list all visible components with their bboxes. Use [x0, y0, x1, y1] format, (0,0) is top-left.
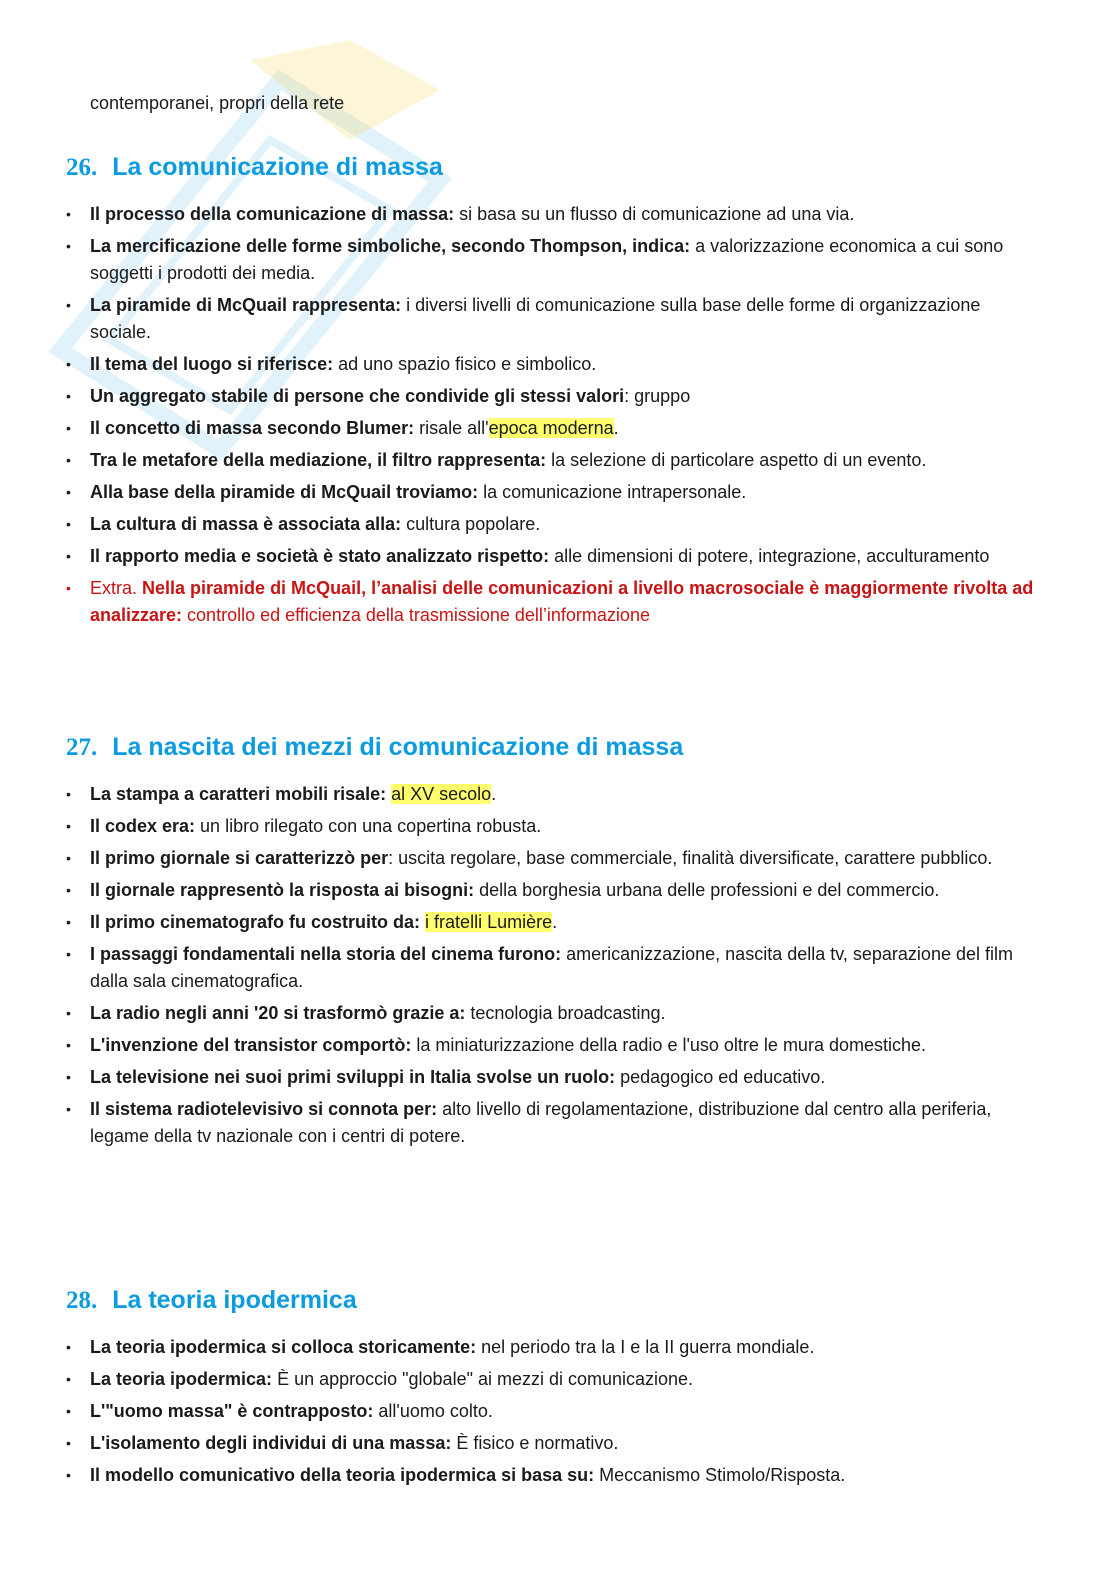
- item-answer: nel periodo tra la I e la II guerra mondiale.: [476, 1337, 815, 1357]
- list-item: [66, 1032, 1046, 1059]
- list-item: [66, 201, 1046, 228]
- item-answer: cultura popolare.: [401, 514, 541, 534]
- lead-paragraph: contemporanei, propri della rete: [90, 93, 345, 113]
- item-answer: la selezione di particolare aspetto di un evento.: [546, 450, 927, 470]
- item-answer: pedagogico ed educativo.: [615, 1067, 826, 1087]
- list-item: [66, 1430, 1046, 1457]
- item-question: Nella piramide di McQuail, l’analisi delle comunicazioni a livello macrosociale è maggiormente rivolta ad analizzare:: [90, 578, 1034, 625]
- section-26: [66, 150, 1046, 634]
- item-question: Il concetto di massa secondo Blumer:: [90, 418, 415, 438]
- item-question: La teoria ipodermica:: [90, 1369, 273, 1389]
- list-item: [66, 351, 1046, 378]
- section-title: La nascita dei mezzi di comunicazione di massa: [112, 733, 684, 761]
- section-title: La comunicazione di massa: [112, 153, 443, 181]
- list-item: [66, 543, 1046, 570]
- item-question: Il giornale rappresentò la risposta ai bisogni:: [90, 880, 475, 900]
- list-item: [66, 1096, 1046, 1150]
- list-item: [66, 383, 1046, 410]
- item-answer: : uscita regolare, base commerciale, finalità diversificate, carattere pubblico.: [388, 848, 993, 868]
- item-answer: si basa su un flusso di comunicazione ad una via.: [454, 204, 855, 224]
- item-question: Il primo giornale si caratterizzò per: [90, 848, 389, 868]
- item-question: Il sistema radiotelevisivo si connota per:: [90, 1099, 438, 1119]
- item-answer: della borghesia urbana delle professioni e del commercio.: [474, 880, 940, 900]
- list-item: [66, 909, 1046, 936]
- item-answer: alle dimensioni di potere, integrazione, acculturamento: [549, 546, 990, 566]
- section-heading: [66, 730, 1046, 765]
- list-item: [66, 1366, 1046, 1393]
- item-question: La teoria ipodermica si colloca storicamente:: [90, 1337, 477, 1357]
- item-question: Il codex era:: [90, 816, 196, 836]
- item-answer: la miniaturizzazione della radio e l'uso oltre le mura domestiche.: [411, 1035, 926, 1055]
- item-answer: È fisico e normativo.: [451, 1433, 619, 1453]
- section-27: [66, 730, 1046, 1155]
- list-item: [66, 511, 1046, 538]
- item-question: La radio negli anni '20 si trasformò grazie a:: [90, 1003, 466, 1023]
- item-answer: un libro rilegato con una copertina robusta.: [195, 816, 542, 836]
- item-answer: alto livello di regolamentazione, distribuzione dal centro alla periferia, legame della tv nazionale con i centri di potere.: [90, 1099, 992, 1146]
- section-heading: [66, 1283, 1046, 1318]
- list-item: [66, 479, 1046, 506]
- item-highlight: al XV secolo: [391, 784, 492, 804]
- item-question: L'"uomo massa" è contrapposto:: [90, 1401, 374, 1421]
- item-answer: : gruppo: [624, 386, 691, 406]
- item-question: Il modello comunicativo della teoria ipodermica si basa su:: [90, 1465, 595, 1485]
- item-question: La televisione nei suoi primi sviluppi in Italia svolse un ruolo:: [90, 1067, 616, 1087]
- list-item: [66, 781, 1046, 808]
- list-item: [66, 1398, 1046, 1425]
- item-question: Un aggregato stabile di persone che condivide gli stessi valori: [90, 386, 625, 406]
- item-question: La mercificazione delle forme simboliche, secondo Thompson, indica:: [90, 236, 691, 256]
- item-suffix: .: [491, 784, 497, 804]
- list-item: [66, 1064, 1046, 1091]
- item-highlight: epoca moderna: [488, 418, 614, 438]
- item-question: La piramide di McQuail rappresenta:: [90, 295, 402, 315]
- list-item: [66, 1000, 1046, 1027]
- bullet-list: [66, 1334, 1046, 1489]
- item-answer: americanizzazione, nascita della tv, separazione del film dalla sala cinematografica.: [90, 944, 1013, 991]
- item-answer: È un approccio "globale" ai mezzi di comunicazione.: [272, 1369, 694, 1389]
- section-heading: [66, 150, 1046, 185]
- list-item: [66, 877, 1046, 904]
- item-answer: Meccanismo Stimolo/Risposta.: [594, 1465, 846, 1485]
- item-answer: i diversi livelli di comunicazione sulla base delle forme di organizzazione sociale.: [90, 295, 981, 342]
- item-question: La cultura di massa è associata alla:: [90, 514, 402, 534]
- section-number: 27.: [66, 734, 98, 761]
- item-question: Alla base della piramide di McQuail troviamo:: [90, 482, 479, 502]
- bullet-list: [66, 201, 1046, 629]
- section-number: 28.: [66, 1287, 98, 1314]
- list-item: [66, 415, 1046, 442]
- list-item: [66, 1462, 1046, 1489]
- list-item: [66, 292, 1046, 346]
- list-item: [66, 1334, 1046, 1361]
- section-number: 26.: [66, 154, 98, 181]
- item-answer: all'uomo colto.: [373, 1401, 493, 1421]
- item-answer: risale all': [414, 418, 489, 438]
- item-suffix: .: [552, 912, 558, 932]
- item-question: L'isolamento degli individui di una massa:: [90, 1433, 452, 1453]
- item-answer: controllo ed efficienza della trasmissione dell’informazione: [182, 605, 650, 625]
- item-answer: ad uno spazio fisico e simbolico.: [333, 354, 597, 374]
- item-answer: a valorizzazione economica a cui sono soggetti i prodotti dei media.: [90, 236, 1004, 283]
- item-question: L'invenzione del transistor comportò:: [90, 1035, 412, 1055]
- list-item: [66, 233, 1046, 287]
- list-item: [66, 447, 1046, 474]
- list-item: [66, 941, 1046, 995]
- bullet-list: [66, 781, 1046, 1150]
- item-answer: la comunicazione intrapersonale.: [478, 482, 747, 502]
- list-item: [66, 575, 1046, 629]
- list-item: [66, 813, 1046, 840]
- section-28: [66, 1283, 1046, 1494]
- item-question: Il primo cinematografo fu costruito da:: [90, 912, 421, 932]
- item-prefix: Extra.: [90, 578, 143, 598]
- item-question: I passaggi fondamentali nella storia del cinema furono:: [90, 944, 562, 964]
- item-question: Il rapporto media e società è stato analizzato rispetto:: [90, 546, 550, 566]
- item-suffix: .: [613, 418, 619, 438]
- item-question: Il processo della comunicazione di massa:: [90, 204, 455, 224]
- section-title: La teoria ipodermica: [112, 1286, 357, 1314]
- item-highlight: i fratelli Lumière: [425, 912, 553, 932]
- list-item: [66, 845, 1046, 872]
- item-answer: tecnologia broadcasting.: [465, 1003, 666, 1023]
- item-question: Il tema del luogo si riferisce:: [90, 354, 334, 374]
- item-question: La stampa a caratteri mobili risale:: [90, 784, 387, 804]
- item-question: Tra le metafore della mediazione, il filtro rappresenta:: [90, 450, 547, 470]
